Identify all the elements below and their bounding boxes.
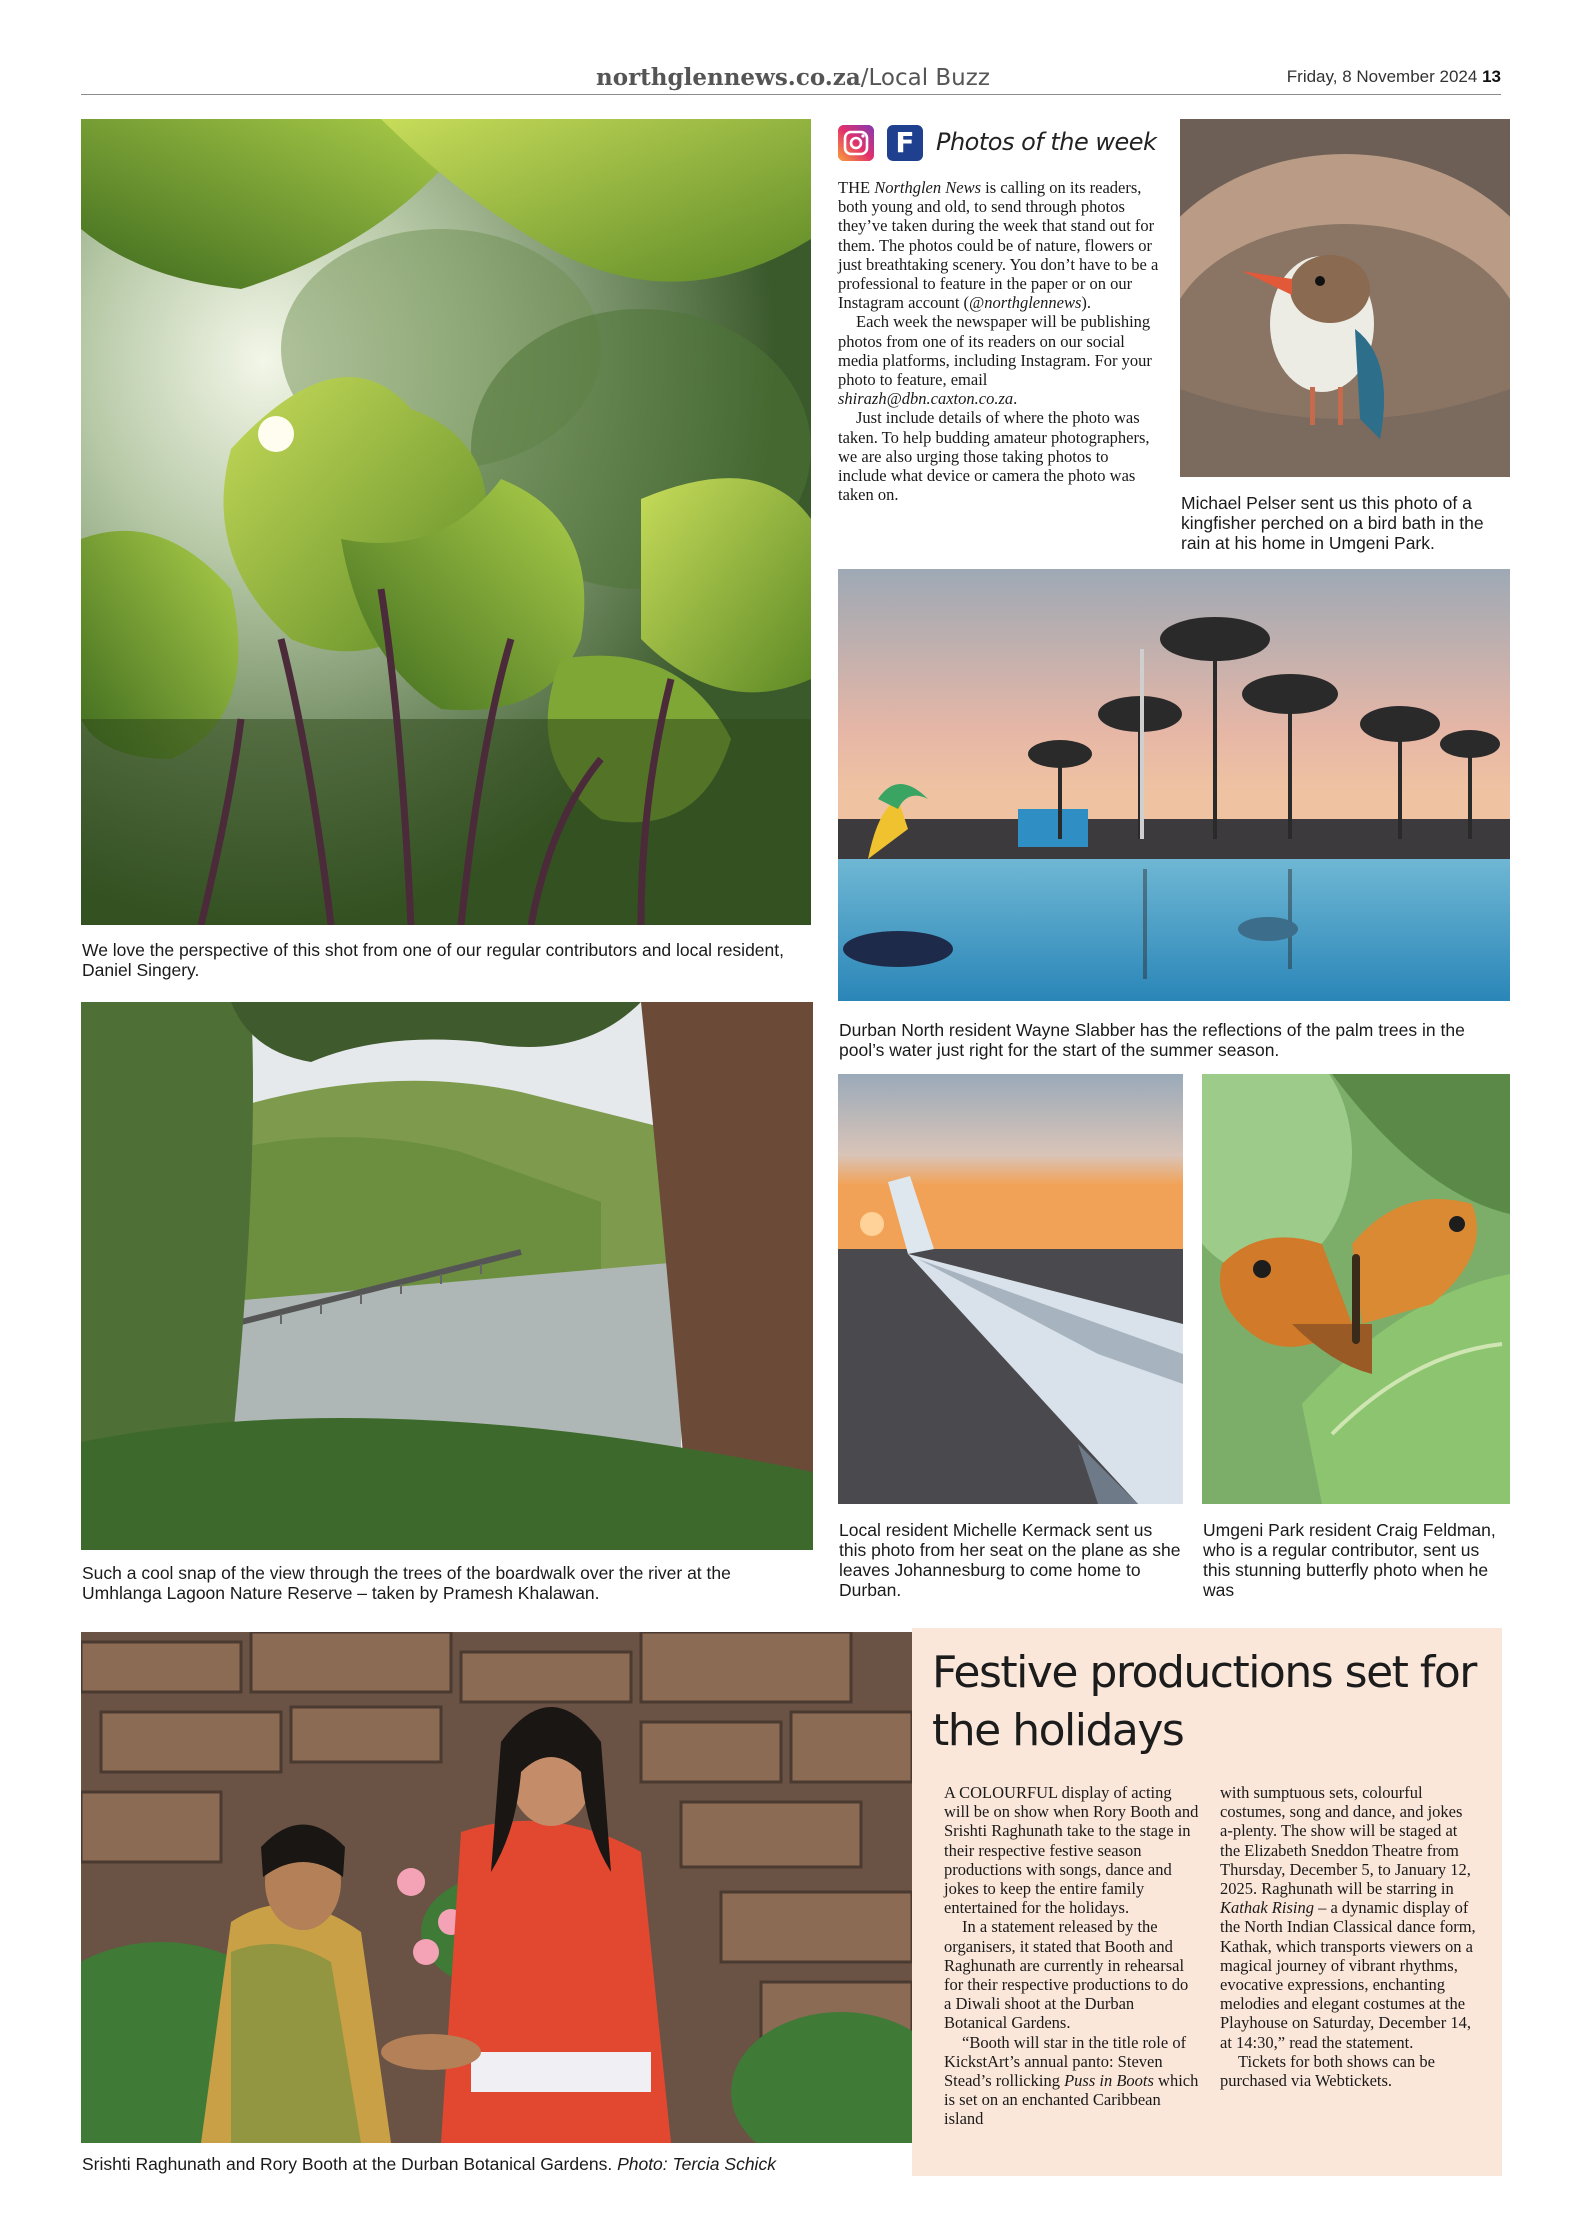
body-paragraph bbox=[944, 2033, 1199, 2129]
text-run: A COLOURFUL display of acting will be on show when Rory Booth and Srishti Raghunath take to the stage in their respective festive season productions with songs, dance and jokes to keep the entire family entertained for the holidays. bbox=[944, 1783, 1199, 1918]
text-run: which is set on an enchanted Caribbean island bbox=[944, 2071, 1199, 2129]
italic-text: Puss in Boots bbox=[1064, 2071, 1154, 2091]
photo-credit: Photo: Tercia Schick bbox=[617, 2154, 776, 2174]
photo-dancers bbox=[81, 1632, 912, 2143]
page-info bbox=[1287, 67, 1501, 87]
text-run: In a statement released by the organisers, it stated that Booth and Raghunath are currently in rehearsal for their respective productions to do a Diwali shoot at the Durban Botanical Gardens. bbox=[944, 1917, 1189, 2033]
text-run: . bbox=[1013, 389, 1018, 409]
facebook-icon bbox=[887, 125, 923, 161]
photo-boardwalk bbox=[81, 1002, 813, 1550]
caption-kingfisher: Michael Pelser sent us this photo of a kingfisher perched on a bird bath in the rain at his home in Umgeni Park. bbox=[1181, 493, 1484, 553]
text-run: – a dynamic display of the North Indian Classical dance form, Kathak, which transports viewers on a magical journey of vibrant rhythms, evocative expressions, enchanting melodies and elegant costumes at the Playhouse on Saturday, December 14, at 14:30,” read the statement. bbox=[1220, 1898, 1476, 2052]
festive-article bbox=[912, 1628, 1502, 2176]
body-paragraph bbox=[1220, 2052, 1478, 2090]
photos-of-week-title: Photos of the week bbox=[936, 128, 1157, 156]
italic-text: Northglen News bbox=[874, 178, 982, 197]
photo-plane-wing bbox=[838, 1074, 1183, 1504]
body-paragraph bbox=[838, 312, 1160, 408]
photo-palm-pool bbox=[838, 569, 1510, 1001]
section-name: /Local Buzz bbox=[860, 65, 990, 91]
caption-dancers-text: Srishti Raghunath and Rory Booth at the Durban Botanical Gardens. bbox=[82, 2154, 613, 2174]
caption-dancers bbox=[82, 2154, 912, 2174]
caption-plane-wing: Local resident Michelle Kermack sent us this photo from her seat on the plane as she leaves Johannesburg to come home to Durban. bbox=[839, 1520, 1181, 1600]
body-paragraph bbox=[838, 408, 1160, 504]
caption-butterfly: Umgeni Park resident Craig Feldman, who is a regular contributor, sent us this stunning butterfly photo when he was bbox=[1203, 1520, 1496, 1600]
article-column-2 bbox=[1220, 1783, 1478, 2090]
issue-date: Friday, 8 November 2024 bbox=[1286, 67, 1478, 86]
text-run: with sumptuous sets, colourful costumes, song and dance, and jokes a-plenty. The show will be staged at the Elizabeth Sneddon Theatre from Thursday, December 5, to January 12, 2025. Raghunath will be starring in bbox=[1220, 1783, 1471, 1899]
caption-boardwalk: Such a cool snap of the view through the trees of the boardwalk over the river at the Umhlanga Lagoon Nature Reserve – taken by Pramesh Khalawan. bbox=[82, 1563, 731, 1603]
body-paragraph bbox=[944, 1917, 1199, 2032]
text-run: ). bbox=[1081, 293, 1091, 313]
page-number: 13 bbox=[1482, 67, 1501, 86]
text-run: Just include details of where the photo was taken. To help budding amateur photographers, we are also urging those taking photos to include what device or camera the photo was taken on. bbox=[838, 408, 1150, 505]
body-paragraph bbox=[944, 1783, 1199, 1917]
body-paragraph bbox=[838, 178, 1160, 312]
article-column-1 bbox=[944, 1783, 1199, 2129]
photo-giant-leaves bbox=[81, 119, 811, 925]
article-headline: Festive productions set for the holidays bbox=[932, 1647, 1476, 1756]
italic-text: shirazh@dbn.caxton.co.za bbox=[838, 389, 1014, 409]
site-url: northglennews.co.za bbox=[596, 64, 861, 91]
photos-of-week-body bbox=[838, 178, 1160, 504]
photo-kingfisher bbox=[1180, 119, 1510, 477]
photo-butterfly bbox=[1202, 1074, 1510, 1504]
italic-text: Kathak Rising bbox=[1220, 1898, 1314, 1918]
body-paragraph bbox=[1220, 1783, 1478, 2052]
caption-leaves: We love the perspective of this shot from one of our regular contributors and local resident, Daniel Singery. bbox=[82, 940, 784, 980]
text-run: is calling on its readers, both young and old, to send through photos they’ve taken during the week that stand out for them. The photos could be of nature, flowers or just breathtaking scenery. You don’t have to be a professional to feature in the paper or on our Instagram account ( bbox=[838, 178, 1159, 313]
text-run: Each week the newspaper will be publishing photos from one of its readers on our social media platforms, including Instagram. For your photo to feature, email bbox=[838, 312, 1152, 390]
caption-palm-pool: Durban North resident Wayne Slabber has the reflections of the palm trees in the pool’s water just right for the start of the summer season. bbox=[839, 1020, 1465, 1060]
text-run: “Booth will star in the title role of KickstArt’s annual panto: Steven Stead’s rollicking bbox=[944, 2032, 1187, 2091]
instagram-icon bbox=[838, 125, 874, 161]
site-name bbox=[596, 64, 990, 91]
italic-text: @northglennews bbox=[969, 293, 1082, 313]
text-run: THE bbox=[838, 178, 875, 197]
masthead bbox=[81, 60, 1501, 95]
facebook-letter: F bbox=[895, 126, 915, 159]
text-run: Tickets for both shows can be purchased via Webtickets. bbox=[1220, 2051, 1435, 2091]
